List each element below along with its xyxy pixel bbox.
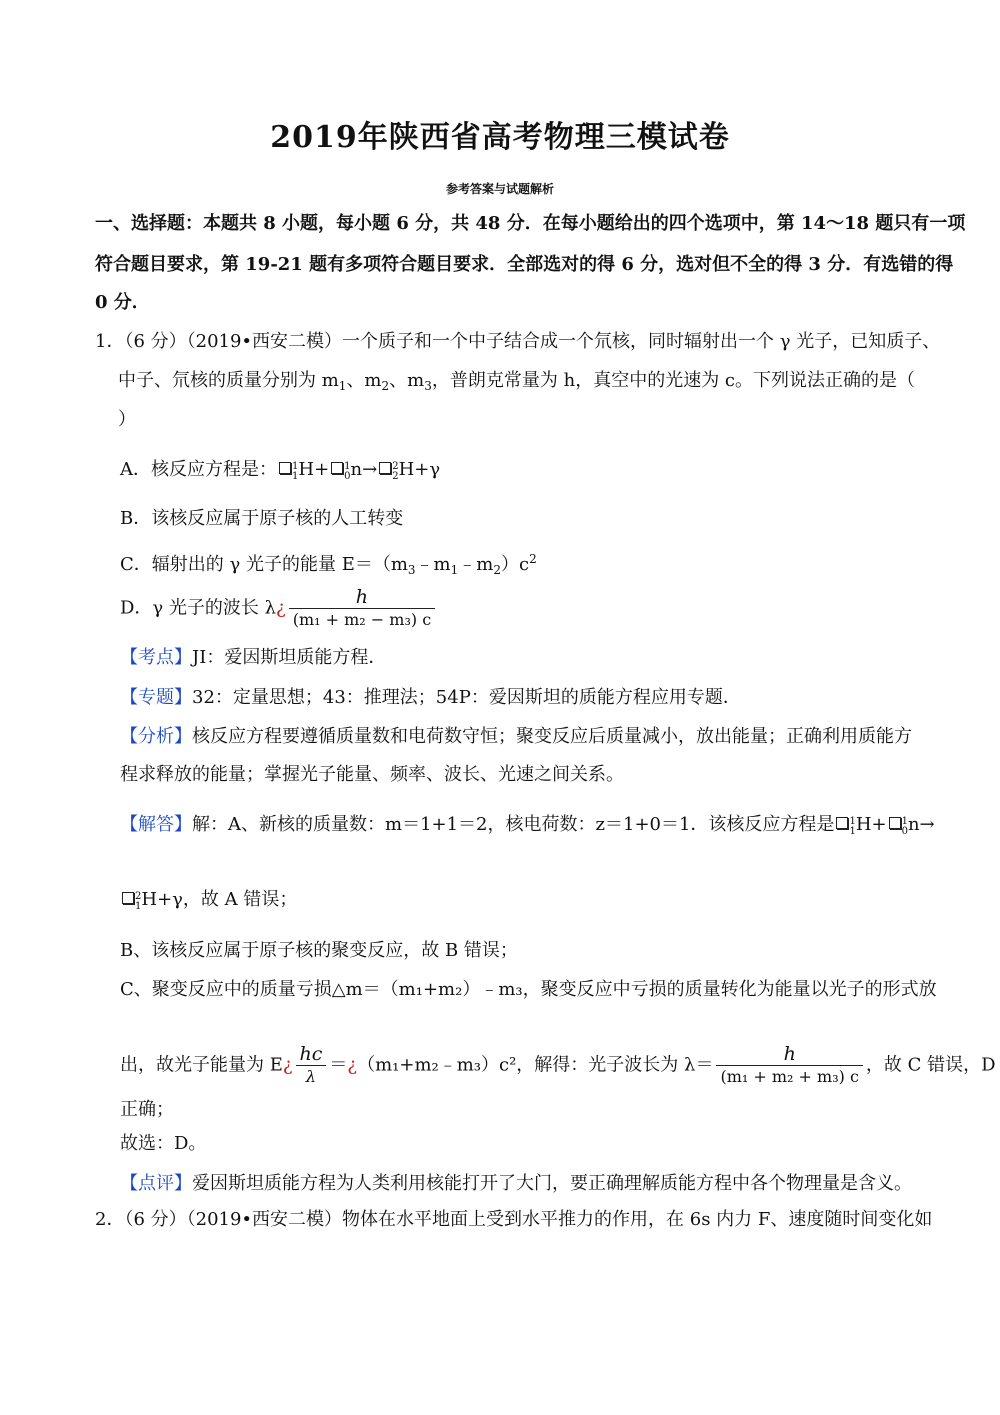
fenxi-line-2: 程求释放的能量；掌握光子能量、频率、波长、光速之间关系。 bbox=[120, 764, 624, 785]
jieda-line-3: B、该核反应属于原子核的聚变反应，故 B 错误； bbox=[120, 940, 518, 961]
page-subtitle: 参考答案与试题解析 bbox=[445, 182, 554, 196]
energy-fraction: $\frac{hc}{\lambda}$ bbox=[296, 1043, 327, 1088]
missing-glyph-icon bbox=[889, 817, 901, 829]
fenxi-line-1: 【分析】核反应方程要遵循质量数和电荷数守恒；聚变反应后质量减小，放出能量；正确利用质能方 bbox=[120, 726, 912, 747]
missing-glyph-icon bbox=[379, 462, 391, 474]
jieda-line-6: 正确； bbox=[120, 1099, 174, 1120]
jieda-line-1: 【解答】解：A、新核的质量数：m＝1+1＝2，核电荷数：z＝1+0＝1．该核反应方程是 1 1 H+ 1 0 n→ bbox=[120, 814, 935, 837]
question-2-stem-line-1: 2．（6 分）（2019•西安二模）物体在水平地面上受到水平推力的作用，在 6s 内力 F、速度随时间变化如 bbox=[95, 1209, 933, 1230]
missing-glyph-icon bbox=[836, 817, 848, 829]
option-a: A．核反应方程是： 1 1 H+ 1 0 n→ 2 2 H+γ bbox=[120, 459, 441, 482]
wavelength-result-fraction: $\frac{h}{\text{(m₁ + m₂ + m₃) c}}$ bbox=[716, 1043, 862, 1088]
missing-glyph-icon bbox=[279, 462, 291, 474]
section-heading-line-3: 0 分． bbox=[95, 292, 150, 313]
zhuanti-line: 【专题】32：定量思想；43：推理法；54P：爱因斯坦的质能方程应用专题． bbox=[120, 687, 741, 708]
option-d: D．γ 光子的波长 λ¿ $\frac{h}{\text{(m₁ + m₂ − m₃) c}}$ bbox=[120, 586, 940, 631]
kaodian-line: 【考点】JI：爱因斯坦质能方程． bbox=[120, 647, 387, 668]
question-1-stem-line-2: 中子、氘核的质量分别为 $m_1$、$m_2$、$m_3$，普朗克常量为 h，真空中的光速为 c。下列说法正确的是（ bbox=[118, 370, 915, 393]
option-c: C．辐射出的 γ 光子的能量 $E=(m_3﹣m_1﹣m_2)c^2$ bbox=[120, 552, 537, 577]
jieda-line-4: C、聚变反应中的质量亏损△m＝（m₁+m₂）﹣m₃，聚变反应中亏损的质量转化为能量以光子的形式放 bbox=[120, 979, 937, 1000]
jieda-line-7: 故选：D。 bbox=[120, 1133, 207, 1154]
section-heading-line-1: 一、选择题：本题共 8 小题，每小题 6 分，共 48 分．在每小题给出的四个选项中，第 14～18 题只有一项 bbox=[95, 213, 966, 234]
jieda-line-5: 出，故光子能量为 E¿ $\frac{hc}{\lambda}$ ＝¿（m₁+m₂﹣m₃）c²，解得：光子波长为 λ＝ $\frac{h}{\text{(m₁ + m₂ + m₃) c}}$ ，故 C 错误，D bbox=[120, 1043, 996, 1086]
missing-glyph-icon bbox=[331, 462, 343, 474]
section-heading-line-2: 符合题目要求，第 19-21 题有多项符合题目要求．全部选对的得 6 分，选对但不全的得 3 分．有选错的得 bbox=[95, 254, 954, 275]
question-1-stem-line-3: ） bbox=[118, 409, 136, 430]
missing-glyph-icon bbox=[122, 892, 134, 904]
wavelength-fraction: $\frac{h}{\text{(m₁ + m₂ − m₃) c}}$ bbox=[289, 586, 435, 631]
jieda-line-2: 2 1 H+γ，故 A 错误； bbox=[120, 888, 940, 912]
option-b: B．该核反应属于原子核的人工转变 bbox=[120, 508, 404, 529]
question-1-stem-line-1: 1．（6 分）（2019•西安二模）一个质子和一个中子结合成一个氘核，同时辐射出一个 γ 光子，已知质子、 bbox=[95, 331, 941, 352]
dianping-line: 【点评】爱因斯坦质能方程为人类利用核能打开了大门，要正确理解质能方程中各个物理量是含义。 bbox=[120, 1173, 912, 1194]
page-title: 2019年陕西省高考物理三模试卷 bbox=[270, 120, 730, 155]
